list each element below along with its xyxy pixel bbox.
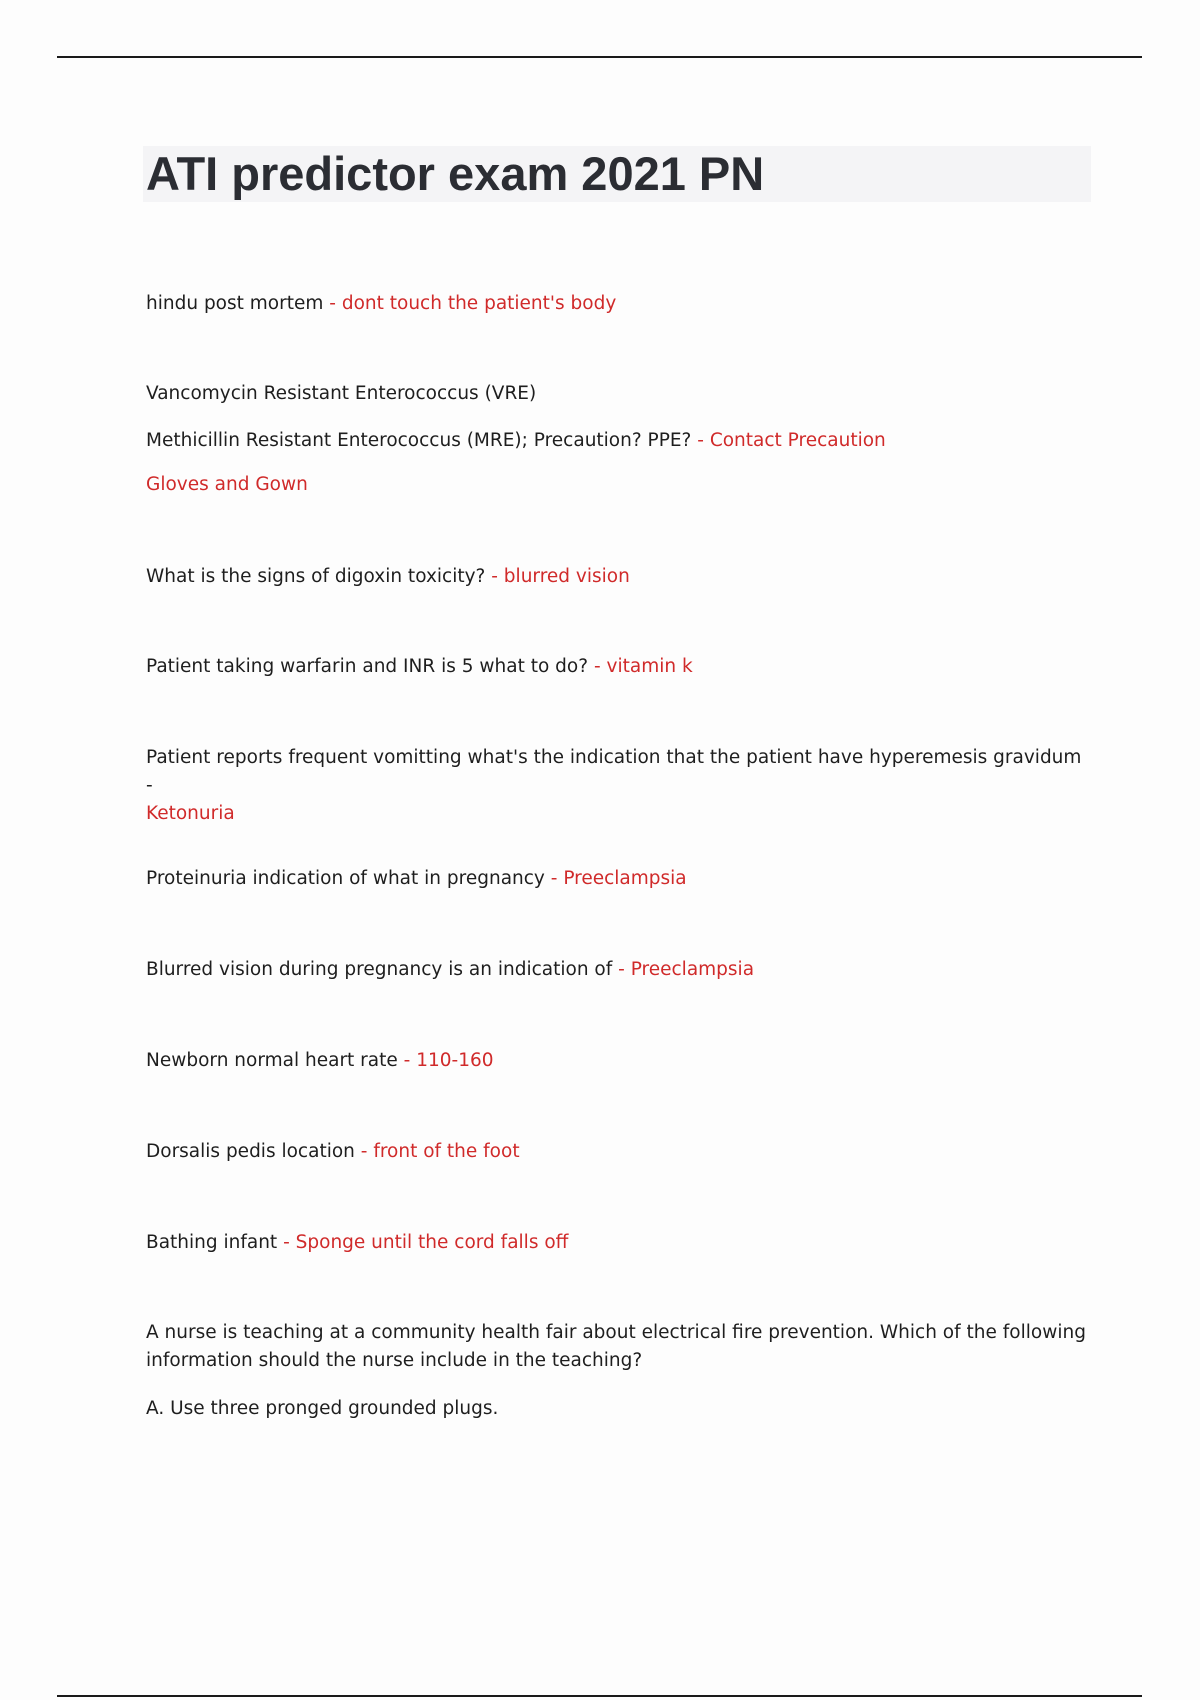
question-text: Bathing infant [146,1232,278,1253]
question-text: Blurred vision during pregnancy is an indication of [146,959,613,980]
qa-entry-vre-mre [146,380,1086,408]
qa-entry-hyperemesis [146,744,1086,828]
qa-entry-digoxin [146,563,1086,591]
qa-entry-warfarin [146,653,1086,681]
answer-text-line1: - Contact Precaution [697,430,886,451]
qa-entry-dorsalis-pedis [146,1138,1086,1166]
qa-entry-vre-mre-line2 [146,427,1086,455]
answer-text: - vitamin k [593,656,693,677]
answer-option-a [146,1395,1086,1423]
answer-text: - 110-160 [403,1050,494,1071]
question-text-line1: Vancomycin Resistant Enterococcus (VRE) [146,383,537,404]
top-rule [57,56,1142,58]
question-text: Dorsalis pedis location [146,1141,355,1162]
answer-text: Ketonuria [146,803,235,824]
question-text: A nurse is teaching at a community health fair about electrical fire prevention. Which of the following information should the nurse include in the teaching? [146,1322,1086,1371]
qa-entry-proteinuria [146,865,1086,893]
question-text: hindu post mortem [146,293,324,314]
qa-entry-vre-mre-line3 [146,471,1086,499]
question-text: Newborn normal heart rate [146,1050,398,1071]
answer-text: - Sponge until the cord falls off [283,1232,569,1253]
qa-entry-newborn-hr [146,1047,1086,1075]
question-text-line2: Methicillin Resistant Enterococcus (MRE); Precaution? PPE? [146,430,692,451]
option-a-text: A. Use three pronged grounded plugs. [146,1398,499,1419]
answer-text-line2: Gloves and Gown [146,474,308,495]
qa-entry-electrical-fire [146,1319,1086,1375]
question-text: Patient taking warfarin and INR is 5 what to do? [146,656,589,677]
bottom-rule [57,1695,1142,1697]
qa-entry-blurred-vision [146,956,1086,984]
answer-text: - dont touch the patient's body [329,293,617,314]
qa-entry-post-mortem [146,290,1086,318]
question-text: What is the signs of digoxin toxicity? [146,566,486,587]
qa-entry-bathing-infant [146,1229,1086,1257]
answer-text: - Preeclampsia [550,868,687,889]
answer-text: - front of the foot [360,1141,520,1162]
question-text: Proteinuria indication of what in pregnancy [146,868,545,889]
page-title: ATI predictor exam 2021 PN [146,147,765,200]
answer-text: - blurred vision [491,566,630,587]
question-text: Patient reports frequent vomitting what's the indication that the patient have hyperemesis gravidum - [146,747,1082,796]
answer-text: - Preeclampsia [618,959,755,980]
